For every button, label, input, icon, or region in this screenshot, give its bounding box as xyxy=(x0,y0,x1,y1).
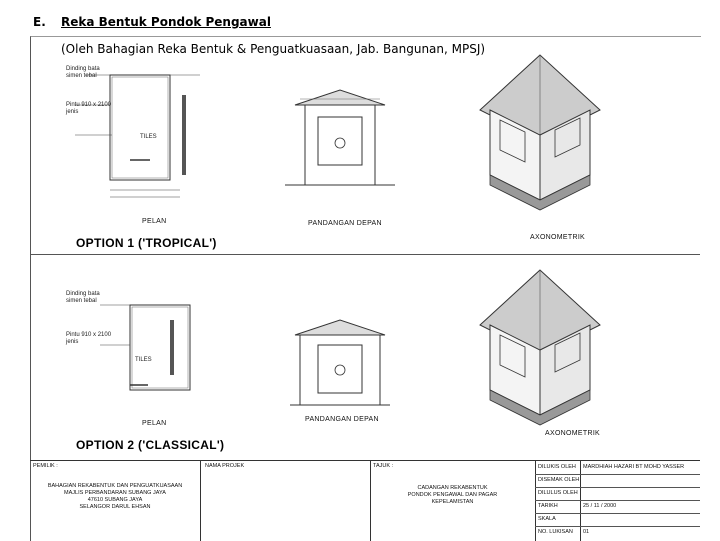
option2-title: OPTION 2 ('CLASSICAL') xyxy=(76,438,225,452)
plan-note-2b: Pintu 910 x 2100 jenis xyxy=(66,332,112,345)
owner-block: BAHAGIAN REKABENTUK DAN PENGUATKUASAAN MAJLIS PERBANDARAN SUBANG JAYA 47610 SUBANG JAYA SELANGOR DARUL EHSAN xyxy=(47,483,183,510)
axo-label-1: AXONOMETRIK xyxy=(530,234,586,241)
project-label: NAMA PROJEK xyxy=(205,463,245,469)
plan-drawing-1 xyxy=(70,65,230,235)
axonometric-2 xyxy=(470,265,610,435)
option1-title: OPTION 1 ('TROPICAL') xyxy=(76,236,217,250)
row-label: TARIKH xyxy=(538,503,558,509)
row-value: 01 xyxy=(583,529,590,535)
plan-label-2: PELAN xyxy=(142,420,167,427)
title-text: CADANGAN REKABENTUK PONDOK PENGAWAL DAN PAGAR KEPELAMISTAN xyxy=(407,485,498,505)
axo-label-2: AXONOMETRIK xyxy=(545,430,601,437)
axonometric-1 xyxy=(470,50,610,220)
front-label-1: PANDANGAN DEPAN xyxy=(308,220,382,227)
plan-label-1: PELAN xyxy=(142,218,167,225)
row-label: DISEMAK OLEH xyxy=(538,477,580,483)
section-letter: E. xyxy=(33,15,46,29)
plan-note-1a: Dinding bata simen tebal xyxy=(66,66,100,79)
front-label-2: PANDANGAN DEPAN xyxy=(305,416,379,423)
plan-tiles-2: TILES xyxy=(135,357,152,363)
front-elevation-1 xyxy=(280,85,400,195)
row-value: MARDHIAH HAZARI BT MOHD YASSER xyxy=(583,464,685,470)
title-label: TAJUK : xyxy=(373,463,394,469)
row-label: NO. LUKISAN xyxy=(538,529,573,535)
page-subtitle: (Oleh Bahagian Reka Bentuk & Penguatkuasaan, Jab. Bangunan, MPSJ) xyxy=(61,42,486,56)
row-label: DILUKIS OLEH xyxy=(538,464,576,470)
plan-note-1b: Pintu 910 x 2100 jenis xyxy=(66,102,112,115)
divider xyxy=(30,254,700,255)
title-block xyxy=(30,460,700,541)
page-title: Reka Bentuk Pondok Pengawal xyxy=(61,15,271,29)
row-label: SKALA xyxy=(538,516,556,522)
plan-drawing-2 xyxy=(70,290,230,420)
front-elevation-2 xyxy=(285,315,395,415)
plan-note-2a: Dinding bata simen tebal xyxy=(66,291,100,304)
row-value: 25 / 11 / 2000 xyxy=(583,503,617,509)
row-label: DILULUS OLEH xyxy=(538,490,578,496)
plan-tiles-1: TILES xyxy=(140,134,157,140)
owner-label: PEMILIK : xyxy=(33,463,58,469)
